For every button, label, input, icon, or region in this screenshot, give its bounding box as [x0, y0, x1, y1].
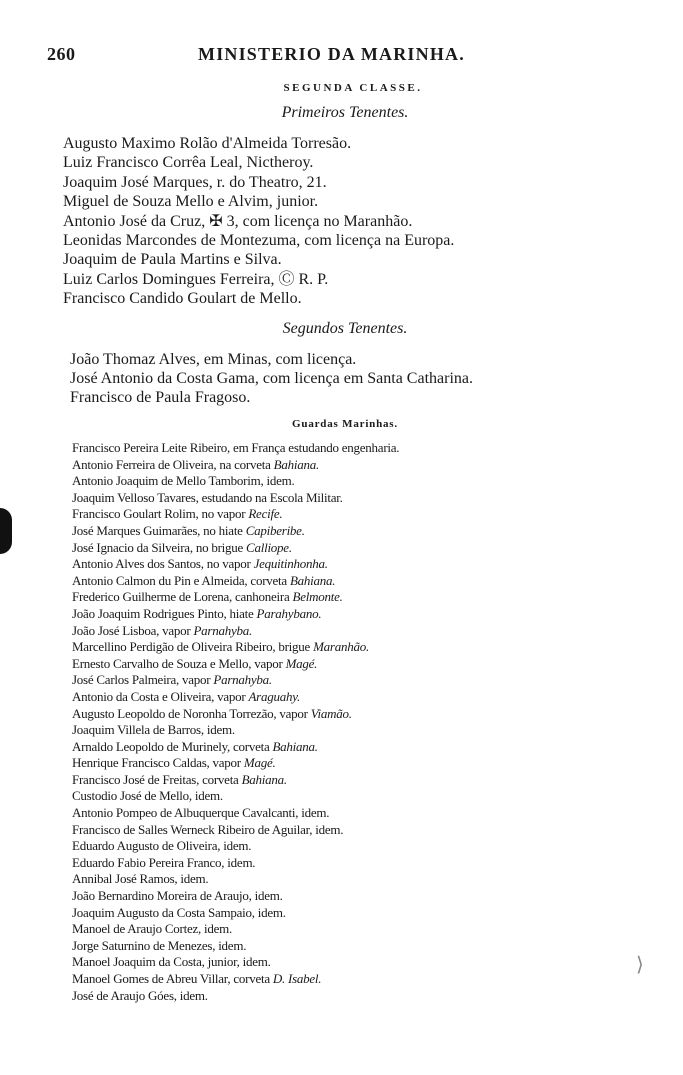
- section-heading-primeiros-tenentes: Primeiros Tenentes.: [281, 104, 409, 121]
- ship-name: Bahiana.: [289, 572, 336, 588]
- entry-text: Francisco Pereira Leite Ribeiro, em França estudando engenharia.: [72, 440, 400, 455]
- ship-name: Parnahyba.: [193, 622, 252, 638]
- ship-name: Magé.: [243, 755, 276, 771]
- list-item: [72, 938, 399, 955]
- list-item: Luiz Carlos Domingues Ferreira, Ⓒ R. P.: [63, 270, 329, 288]
- entry-text: João Bernardino Moreira de Araujo, idem.: [72, 888, 283, 904]
- list-item: Augusto Maximo Rolão d'Almeida Torresão.: [63, 135, 352, 152]
- entry-text: Eduardo Fabio Pereira Franco, idem.: [72, 854, 256, 870]
- list-item: [72, 772, 399, 789]
- entry-text: Henrique Francisco Caldas, vapor: [72, 755, 244, 771]
- list-item: [72, 805, 399, 822]
- ship-name: D. Isabel.: [272, 971, 322, 986]
- list-item: [72, 755, 399, 772]
- entry-text: João José Lisboa, vapor: [72, 622, 194, 638]
- entry-text: Joaquim Villela de Barros, idem.: [72, 722, 235, 738]
- entry-text: Antonio Calmon du Pin e Almeida, corveta: [72, 572, 290, 588]
- list-item: [72, 556, 399, 573]
- list-item: [72, 656, 399, 673]
- entry-text: Marcellino Perdigão de Oliveira Ribeiro, brigue: [72, 639, 314, 655]
- entry-text: Antonio Alves dos Santos, no vapor: [72, 556, 254, 572]
- list-item: [72, 490, 399, 507]
- entry-text: Antonio da Costa e Oliveira, vapor: [72, 688, 249, 704]
- ship-name: Capiberibe.: [245, 522, 305, 538]
- entry-text: Antonio Joaquim de Mello Tamborim, idem.: [72, 473, 295, 489]
- list-item: [72, 888, 399, 905]
- list-item: Francisco Candido Goulart de Mello.: [63, 290, 302, 308]
- ship-name: Bahiana.: [272, 738, 318, 754]
- section-heading-guardas-marinhas: Guardas Marinhas.: [292, 418, 398, 430]
- ship-name: Magé.: [285, 655, 318, 671]
- ship-name: Recife.: [248, 506, 283, 522]
- list-item: [72, 971, 399, 988]
- entry-text: Jorge Saturnino de Menezes, idem.: [72, 937, 247, 953]
- entry-text: Ernesto Carvalho de Souza e Mello, vapor: [72, 655, 286, 671]
- list-item: Antonio José da Cruz, ✠ 3, com licença no Maranhão.: [63, 212, 413, 230]
- segundos-tenentes-list: [70, 350, 473, 407]
- entry-text: Manoel Joaquim da Costa, junior, idem.: [72, 954, 271, 970]
- guardas-marinhas-list: [72, 440, 399, 1004]
- entry-text: José Marques Guimarães, no hiate: [72, 522, 246, 538]
- ship-name: Jequitinhonha.: [253, 556, 328, 572]
- list-item: [72, 639, 399, 656]
- list-item: [72, 855, 399, 872]
- ship-name: Bahiana.: [273, 456, 319, 472]
- ship-name: Araguahy.: [248, 688, 301, 704]
- list-item: [72, 706, 399, 723]
- entry-text: José Ignacio da Silveira, no brigue: [72, 539, 247, 555]
- list-item: [72, 540, 399, 557]
- list-item: [72, 606, 399, 623]
- list-item: [72, 589, 399, 606]
- class-heading: SEGUNDA CLASSE.: [283, 82, 423, 94]
- list-item: Miguel de Souza Mello e Alvim, junior.: [63, 193, 319, 211]
- entry-text: João Joaquim Rodrigues Pinto, hiate: [72, 605, 257, 621]
- list-item: [72, 672, 399, 689]
- ship-name: Belmonte.: [292, 589, 343, 605]
- entry-text: Francisco José de Freitas, corveta: [72, 771, 242, 787]
- list-item: Francisco de Paula Fragoso.: [70, 389, 251, 406]
- ship-name: Viamão.: [310, 705, 352, 721]
- list-item: [72, 523, 399, 540]
- entry-text: Augusto Leopoldo de Noronha Torrezão, vapor: [72, 705, 311, 721]
- entry-text: Arnaldo Leopoldo de Murinely, corveta: [72, 738, 273, 754]
- binding-edge-mark: [0, 508, 12, 554]
- primeiros-tenentes-list: [63, 134, 454, 309]
- list-item: [72, 905, 399, 922]
- page-number: 260: [47, 44, 76, 64]
- ship-name: Calliope.: [246, 539, 292, 555]
- list-item: [72, 871, 399, 888]
- list-item: [72, 838, 399, 855]
- list-item: [72, 689, 399, 706]
- margin-mark: ⟩: [636, 954, 644, 976]
- list-item: [72, 573, 399, 590]
- list-item: [72, 722, 399, 739]
- list-item: [72, 739, 399, 756]
- entry-text: José Carlos Palmeira, vapor: [72, 672, 214, 688]
- list-item: João Thomaz Alves, em Minas, com licença.: [70, 351, 357, 368]
- list-item: [72, 440, 399, 457]
- list-item: [72, 788, 399, 805]
- ship-name: Parahybano.: [256, 605, 322, 621]
- list-item: [72, 954, 399, 971]
- ship-name: Maranhão.: [313, 639, 369, 655]
- entry-text: Antonio Pompeo de Albuquerque Cavalcanti, idem.: [72, 805, 330, 821]
- list-item: Luiz Francisco Corrêa Leal, Nictheroy.: [63, 154, 314, 172]
- entry-text: Joaquim Augusto da Costa Sampaio, idem.: [72, 904, 286, 920]
- entry-text: Manoel Gomes de Abreu Villar, corveta: [72, 971, 273, 986]
- entry-text: Annibal José Ramos, idem.: [72, 871, 209, 887]
- entry-text: Frederico Guilherme de Lorena, canhoneira: [72, 589, 293, 605]
- list-item: [72, 457, 399, 474]
- list-item: [72, 921, 399, 938]
- entry-text: Joaquim Velloso Tavares, estudando na Escola Militar.: [72, 489, 343, 505]
- list-item: [72, 988, 399, 1005]
- entry-text: Custodio José de Mello, idem.: [72, 788, 223, 804]
- list-item: [72, 822, 399, 839]
- entry-text: Francisco de Salles Werneck Ribeiro de Aguilar, idem.: [72, 821, 344, 837]
- ship-name: Bahiana.: [241, 771, 287, 787]
- list-item: [72, 506, 399, 523]
- entry-text: Francisco Goulart Rolim, no vapor: [72, 506, 249, 522]
- entry-text: Eduardo Augusto de Oliveira, idem.: [72, 838, 252, 854]
- list-item: Joaquim de Paula Martins e Silva.: [63, 251, 282, 269]
- entry-text: Manoel de Araujo Cortez, idem.: [72, 921, 233, 937]
- running-title: MINISTERIO DA MARINHA.: [198, 44, 465, 64]
- section-heading-segundos-tenentes: Segundos Tenentes.: [282, 320, 408, 337]
- list-item: [72, 473, 399, 490]
- list-item: José Antonio da Costa Gama, com licença em Santa Catharina.: [70, 370, 473, 387]
- list-item: Joaquim José Marques, r. do Theatro, 21.: [63, 173, 327, 191]
- ship-name: Parnahyba.: [213, 672, 272, 688]
- entry-text: José de Araujo Góes, idem.: [72, 987, 208, 1003]
- entry-text: Antonio Ferreira de Oliveira, na corveta: [72, 456, 274, 472]
- list-item: [72, 623, 399, 640]
- list-item: Leonidas Marcondes de Montezuma, com licença na Europa.: [63, 232, 455, 250]
